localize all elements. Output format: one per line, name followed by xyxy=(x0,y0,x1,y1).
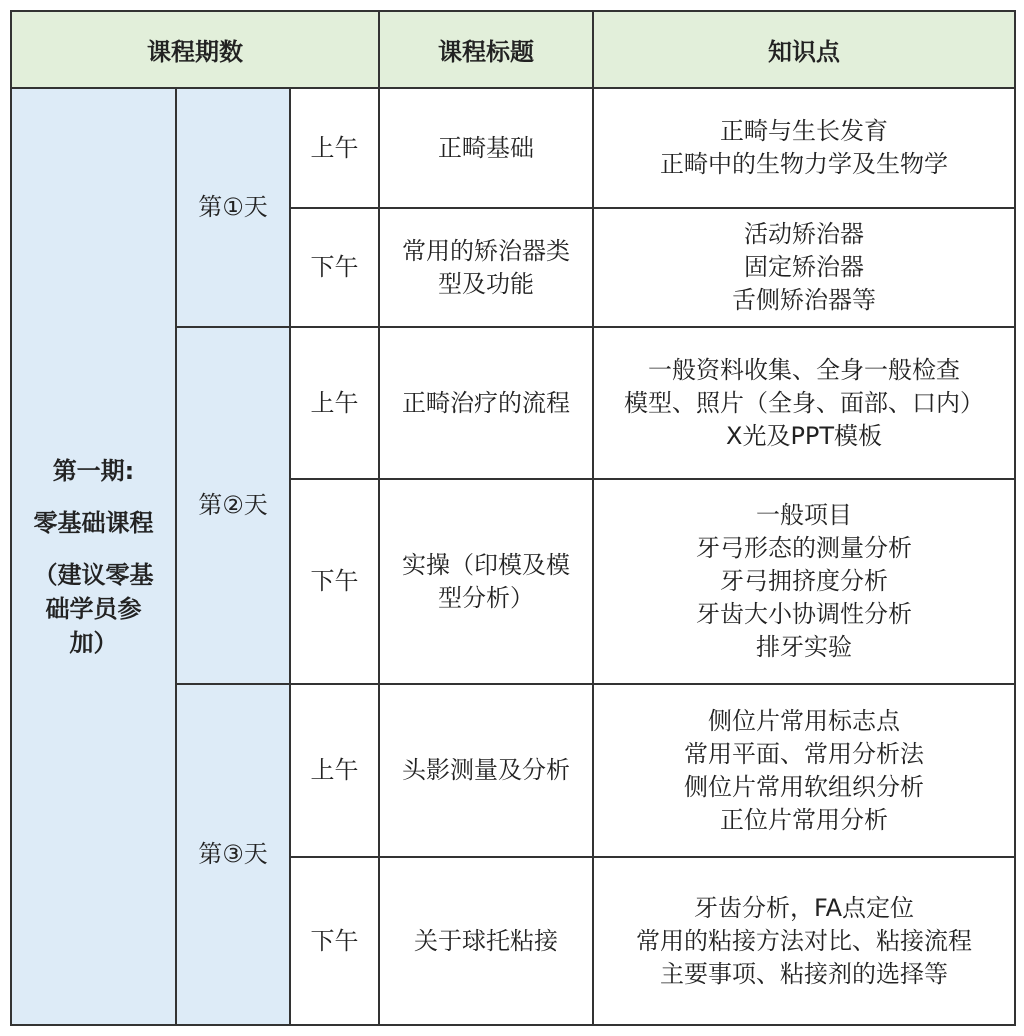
header-row xyxy=(11,11,1015,88)
session-title-line: 型及功能 xyxy=(438,269,535,298)
knowledge-point: 侧位片常用软组织分析 xyxy=(684,772,925,801)
header-knowledge: 知识点 xyxy=(593,11,1015,88)
session-title-line: 型分析） xyxy=(438,583,535,612)
session-title-line: 常用的矫治器类 xyxy=(402,236,571,265)
phase-cell xyxy=(11,88,176,1025)
knowledge-point: 侧位片常用标志点 xyxy=(708,706,901,735)
knowledge-point: 主要事项、粘接剂的选择等 xyxy=(660,959,949,988)
table-row xyxy=(11,88,1015,208)
session-title xyxy=(379,479,593,684)
knowledge-point: 排牙实验 xyxy=(756,633,853,661)
session-title-line: 关于球托粘接 xyxy=(414,926,559,955)
phase-name: 零基础课程 xyxy=(33,508,154,537)
knowledge-point: 牙弓拥挤度分析 xyxy=(720,567,889,595)
session-title-line: 正畸治疗的流程 xyxy=(402,388,571,417)
session-time: 上午 xyxy=(290,684,379,857)
phase-note: （建议零基 xyxy=(33,560,154,589)
session-time: 下午 xyxy=(290,857,379,1025)
session-title-line: 头影测量及分析 xyxy=(402,756,571,784)
course-schedule-table xyxy=(10,10,1016,1026)
session-time: 上午 xyxy=(290,88,379,208)
knowledge-points xyxy=(593,88,1015,208)
knowledge-point: X光及PPT模板 xyxy=(726,421,883,450)
knowledge-point: 活动矫治器 xyxy=(744,220,865,248)
knowledge-point: 常用的粘接方法对比、粘接流程 xyxy=(636,926,973,955)
knowledge-point: 正位片常用分析 xyxy=(720,805,889,834)
knowledge-point: 牙齿大小协调性分析 xyxy=(696,600,913,628)
session-title xyxy=(379,88,593,208)
session-title xyxy=(379,857,593,1025)
knowledge-point: 固定矫治器 xyxy=(744,253,865,281)
knowledge-point: 舌侧矫治器等 xyxy=(732,286,877,314)
phase-note: 加） xyxy=(69,628,118,657)
header-period: 课程期数 xyxy=(11,11,379,88)
session-title-line: 实操（印模及模 xyxy=(402,550,571,579)
day-label: 第①天 xyxy=(176,88,290,327)
session-time: 下午 xyxy=(290,479,379,684)
knowledge-points xyxy=(593,208,1015,327)
knowledge-points xyxy=(593,327,1015,479)
day-label: 第③天 xyxy=(176,684,290,1025)
header-title: 课程标题 xyxy=(379,11,593,88)
session-title xyxy=(379,684,593,857)
knowledge-point: 牙弓形态的测量分析 xyxy=(696,534,913,562)
knowledge-point: 模型、照片（全身、面部、口内） xyxy=(624,388,985,417)
session-title xyxy=(379,208,593,327)
knowledge-points xyxy=(593,479,1015,684)
day-label: 第②天 xyxy=(176,327,290,684)
knowledge-point: 正畸中的生物力学及生物学 xyxy=(660,150,949,178)
session-time: 下午 xyxy=(290,208,379,327)
knowledge-point: 常用平面、常用分析法 xyxy=(684,739,925,768)
phase-label: 第一期: xyxy=(52,456,135,485)
knowledge-point: 正畸与生长发育 xyxy=(720,117,889,145)
knowledge-point: 一般资料收集、全身一般检查 xyxy=(648,355,961,384)
knowledge-point: 牙齿分析，FA点定位 xyxy=(694,893,915,922)
knowledge-points xyxy=(593,857,1015,1025)
session-title-line: 正畸基础 xyxy=(438,133,535,162)
phase-note: 础学员参 xyxy=(45,594,142,623)
knowledge-point: 一般项目 xyxy=(756,501,853,529)
session-time: 上午 xyxy=(290,327,379,479)
knowledge-points xyxy=(593,684,1015,857)
session-title xyxy=(379,327,593,479)
